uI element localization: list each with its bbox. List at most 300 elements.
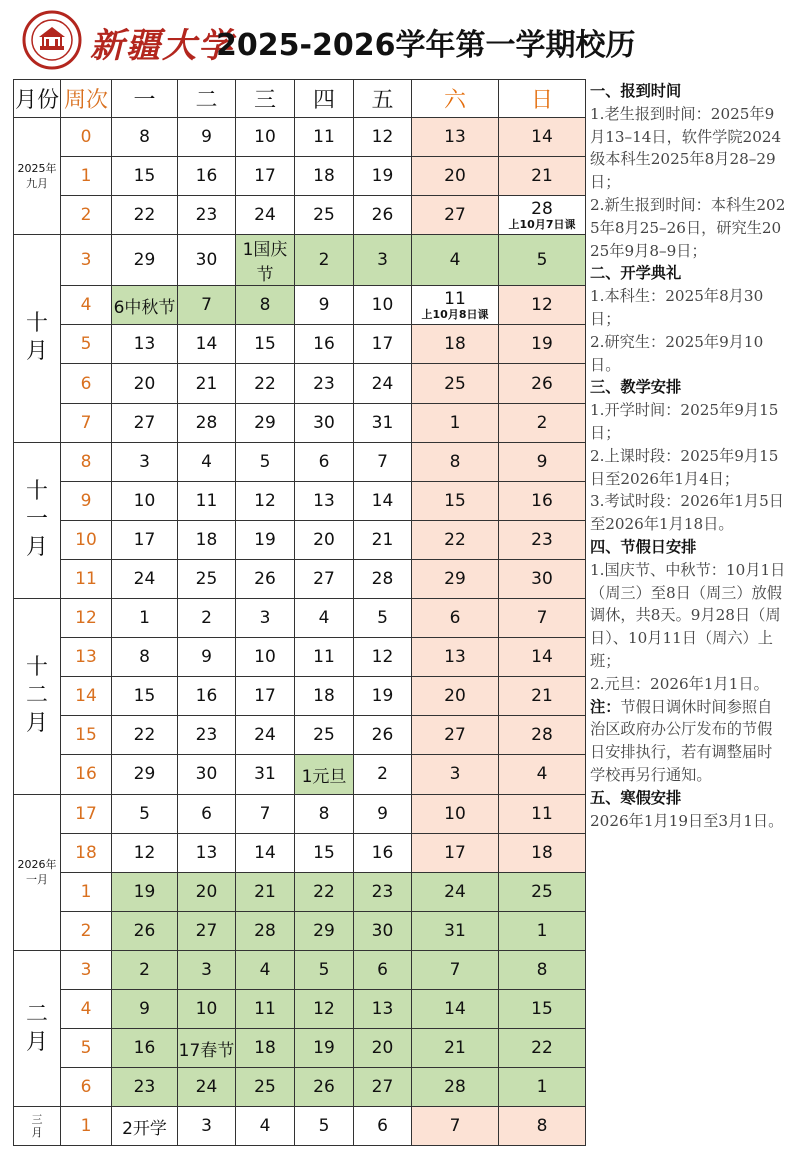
day-cell xyxy=(412,950,499,989)
day-cell xyxy=(499,1068,586,1107)
section-paragraph: 1.老生报到时间：2025年9月13–14日，软件学院2024级本科生2025年8月28–29日； xyxy=(590,104,782,192)
day-cell xyxy=(112,118,178,157)
day-number: 29 xyxy=(444,568,466,589)
week-row xyxy=(14,403,586,442)
day-number: 22 xyxy=(133,725,156,746)
day-cell xyxy=(499,989,586,1028)
month-label: 2026年 一月 xyxy=(14,794,61,950)
day-number: 25 xyxy=(444,373,466,394)
day-number: 18 xyxy=(531,842,553,863)
day-number: 30 xyxy=(195,764,218,785)
day-number: 12 xyxy=(371,127,394,148)
day-number: 14 xyxy=(531,647,553,668)
week-row xyxy=(14,989,586,1028)
day-cell xyxy=(178,325,236,364)
day-cell xyxy=(295,364,354,403)
makeup-class-note: 上10月7日课 xyxy=(508,218,576,232)
day-cell xyxy=(236,794,295,833)
day-cell xyxy=(112,638,178,677)
day-cell xyxy=(354,157,412,196)
day-number: 14 xyxy=(444,999,466,1020)
week-number: 9 xyxy=(61,481,112,520)
day-number: 13 xyxy=(371,999,394,1020)
day-number: 31 xyxy=(444,920,466,941)
day-cell xyxy=(354,1068,412,1107)
week-number: 12 xyxy=(61,599,112,638)
header-wed: 三 xyxy=(236,80,295,118)
day-cell xyxy=(499,235,586,286)
day-cell xyxy=(112,403,178,442)
day-number: 18 xyxy=(444,334,466,355)
day-number: 5 xyxy=(318,1116,330,1137)
day-cell xyxy=(236,325,295,364)
day-cell xyxy=(236,950,295,989)
day-number: 9 xyxy=(377,803,388,824)
day-cell xyxy=(354,481,412,520)
day-number: 9 xyxy=(536,451,548,472)
day-number: 8 xyxy=(139,647,150,668)
day-number: 17 xyxy=(254,686,276,707)
day-number: 6 xyxy=(377,1116,388,1137)
week-number: 15 xyxy=(61,716,112,755)
week-row xyxy=(14,196,586,235)
day-number: 29 xyxy=(254,412,276,433)
day-number: 1 xyxy=(139,608,150,629)
day-cell xyxy=(354,638,412,677)
day-cell xyxy=(295,1107,354,1146)
day-number: 24 xyxy=(133,568,156,589)
day-cell xyxy=(236,157,295,196)
day-number: 12 xyxy=(313,999,335,1020)
day-cell xyxy=(412,118,499,157)
day-number: 9 xyxy=(201,127,212,148)
day-number: 15 xyxy=(254,334,276,355)
day-number: 26 xyxy=(133,920,156,941)
day-cell xyxy=(236,118,295,157)
week-number: 18 xyxy=(61,833,112,872)
week-number: 11 xyxy=(61,559,112,598)
day-number: 11 xyxy=(531,803,553,824)
day-cell xyxy=(178,677,236,716)
day-number: 25 xyxy=(254,1077,276,1098)
week-number: 13 xyxy=(61,638,112,677)
day-number: 15 xyxy=(133,166,156,187)
week-row xyxy=(14,325,586,364)
section-paragraph: 2.新生报到时间：本科生2025年8月25–26日，研究生2025年9月8–9日； xyxy=(590,195,786,260)
day-cell xyxy=(236,599,295,638)
day-cell xyxy=(236,442,295,481)
day-cell xyxy=(499,911,586,950)
day-cell xyxy=(354,559,412,598)
day-cell xyxy=(295,1029,354,1068)
day-cell xyxy=(412,520,499,559)
day-number: 26 xyxy=(371,725,394,746)
day-cell xyxy=(412,794,499,833)
day-number: 7 xyxy=(536,608,548,629)
day-number: 28 xyxy=(531,199,553,220)
day-cell xyxy=(236,989,295,1028)
day-number: 26 xyxy=(313,1077,335,1098)
day-number: 6 xyxy=(201,803,212,824)
calendar-table xyxy=(13,79,586,1146)
week-number: 6 xyxy=(61,364,112,403)
day-cell xyxy=(412,196,499,235)
day-cell xyxy=(236,559,295,598)
day-number: 30 xyxy=(371,920,394,941)
week-row xyxy=(14,286,586,325)
day-cell xyxy=(412,1029,499,1068)
section-heading: 一、报到时间 xyxy=(590,82,682,100)
day-number: 17春节 xyxy=(178,1040,235,1061)
week-number: 5 xyxy=(61,1029,112,1068)
day-cell xyxy=(112,677,178,716)
day-number: 24 xyxy=(195,1077,218,1098)
day-number: 20 xyxy=(444,686,466,707)
day-number: 3 xyxy=(139,451,150,472)
day-cell xyxy=(178,638,236,677)
day-number: 15 xyxy=(133,686,156,707)
week-row xyxy=(14,794,586,833)
day-cell xyxy=(295,403,354,442)
week-number: 6 xyxy=(61,1068,112,1107)
day-number: 27 xyxy=(371,1077,394,1098)
day-number: 23 xyxy=(313,373,335,394)
day-cell xyxy=(354,442,412,481)
day-cell xyxy=(412,833,499,872)
day-cell xyxy=(412,638,499,677)
day-number: 6 xyxy=(449,608,461,629)
day-number: 12 xyxy=(371,647,394,668)
header-fri: 五 xyxy=(354,80,412,118)
day-cell xyxy=(412,325,499,364)
day-number: 6中秋节 xyxy=(113,297,176,318)
day-cell xyxy=(354,950,412,989)
day-cell xyxy=(499,481,586,520)
day-number: 17 xyxy=(254,166,276,187)
day-cell xyxy=(112,833,178,872)
day-cell xyxy=(295,481,354,520)
page-header xyxy=(0,0,800,78)
day-number: 8 xyxy=(449,451,461,472)
day-cell xyxy=(499,833,586,872)
day-number: 3 xyxy=(377,250,388,271)
day-cell xyxy=(295,442,354,481)
day-number: 18 xyxy=(313,686,335,707)
section-paragraph: 2.元旦：2026年1月1日。 xyxy=(590,674,769,693)
header-week: 周次 xyxy=(61,80,112,118)
week-row xyxy=(14,872,586,911)
day-cell xyxy=(112,872,178,911)
day-cell xyxy=(412,442,499,481)
day-number: 14 xyxy=(371,490,394,511)
day-number: 26 xyxy=(254,568,276,589)
day-number: 22 xyxy=(133,205,156,226)
day-cell xyxy=(112,1029,178,1068)
day-cell xyxy=(354,794,412,833)
day-number: 5 xyxy=(318,959,330,980)
day-number: 18 xyxy=(254,1038,276,1059)
day-cell xyxy=(412,1107,499,1146)
day-cell xyxy=(112,950,178,989)
day-number: 16 xyxy=(195,166,218,187)
day-cell xyxy=(178,911,236,950)
week-row xyxy=(14,157,586,196)
day-cell xyxy=(354,989,412,1028)
table-header-row xyxy=(14,80,586,118)
day-number: 15 xyxy=(444,490,466,511)
day-cell xyxy=(295,1068,354,1107)
day-number: 18 xyxy=(313,166,335,187)
day-cell xyxy=(178,364,236,403)
day-number: 20 xyxy=(133,373,156,394)
day-cell xyxy=(499,286,586,325)
day-number: 24 xyxy=(444,881,466,902)
day-number: 31 xyxy=(254,764,276,785)
day-cell xyxy=(354,403,412,442)
day-cell xyxy=(236,833,295,872)
day-number: 30 xyxy=(313,412,335,433)
day-number: 17 xyxy=(444,842,466,863)
section-paragraph: 2.上课时段：2025年9月15日至2026年1月4日； xyxy=(590,446,779,488)
day-cell xyxy=(236,403,295,442)
day-cell xyxy=(295,235,354,286)
day-number: 7 xyxy=(201,295,212,316)
day-number: 2 xyxy=(139,959,150,980)
day-cell xyxy=(412,989,499,1028)
day-number: 7 xyxy=(449,1116,461,1137)
day-cell xyxy=(295,794,354,833)
day-cell xyxy=(178,442,236,481)
day-number: 4 xyxy=(449,250,461,271)
day-number: 3 xyxy=(201,1116,212,1137)
day-number: 23 xyxy=(531,529,553,550)
day-cell xyxy=(236,1029,295,1068)
day-number: 18 xyxy=(195,529,218,550)
day-cell xyxy=(295,157,354,196)
day-number: 3 xyxy=(449,764,461,785)
day-number: 8 xyxy=(139,127,150,148)
day-cell xyxy=(112,989,178,1028)
day-cell xyxy=(236,638,295,677)
week-row xyxy=(14,235,586,286)
day-number: 11 xyxy=(444,289,466,310)
month-label: 2025年 九月 xyxy=(14,118,61,235)
day-cell xyxy=(412,716,499,755)
day-number: 9 xyxy=(201,647,212,668)
day-cell xyxy=(112,235,178,286)
day-cell xyxy=(236,1107,295,1146)
week-number: 10 xyxy=(61,520,112,559)
day-number: 1 xyxy=(536,1077,548,1098)
day-number: 2 xyxy=(318,250,330,271)
day-cell xyxy=(354,364,412,403)
day-cell xyxy=(112,196,178,235)
day-cell xyxy=(499,325,586,364)
day-number: 2 xyxy=(201,608,212,629)
day-number: 15 xyxy=(531,999,553,1020)
day-cell xyxy=(295,599,354,638)
day-number: 14 xyxy=(254,842,276,863)
day-cell xyxy=(178,1068,236,1107)
day-number: 23 xyxy=(195,205,218,226)
week-row xyxy=(14,364,586,403)
day-cell xyxy=(354,235,412,286)
day-number: 1 xyxy=(536,920,548,941)
day-cell xyxy=(295,989,354,1028)
section-heading: 四、节假日安排 xyxy=(590,537,697,556)
day-cell xyxy=(178,481,236,520)
week-number: 0 xyxy=(61,118,112,157)
week-number: 17 xyxy=(61,794,112,833)
day-cell xyxy=(112,559,178,598)
month-label: 十 月 xyxy=(14,235,61,442)
day-number: 1 xyxy=(449,412,461,433)
day-number: 8 xyxy=(318,803,330,824)
header-sun: 日 xyxy=(499,80,586,118)
note-text: 节假日调休时间参照自治区政府办公厅发布的节假日安排执行，若有调整届时学校再另行通知。 xyxy=(590,697,773,784)
day-cell xyxy=(499,1029,586,1068)
day-cell xyxy=(499,794,586,833)
day-number: 19 xyxy=(133,881,156,902)
day-cell xyxy=(178,559,236,598)
day-number: 5 xyxy=(259,451,271,472)
week-number: 1 xyxy=(61,157,112,196)
section-paragraph: 1.本科生：2025年8月30日； xyxy=(590,287,764,328)
day-cell xyxy=(112,520,178,559)
day-cell xyxy=(236,716,295,755)
day-number: 26 xyxy=(371,205,394,226)
makeup-class-note: 上10月8日课 xyxy=(421,308,489,322)
day-cell xyxy=(295,196,354,235)
day-number: 22 xyxy=(313,881,335,902)
note-paragraph xyxy=(590,696,786,787)
day-number: 19 xyxy=(531,334,553,355)
section-heading: 二、开学典礼 xyxy=(590,264,682,283)
week-number: 8 xyxy=(61,442,112,481)
week-number: 4 xyxy=(61,989,112,1028)
day-cell xyxy=(354,911,412,950)
day-number: 24 xyxy=(371,373,394,394)
day-cell xyxy=(295,638,354,677)
day-cell xyxy=(178,157,236,196)
day-number: 16 xyxy=(195,686,218,707)
week-number: 3 xyxy=(61,950,112,989)
day-cell xyxy=(499,196,586,235)
day-cell xyxy=(178,1029,236,1068)
day-cell xyxy=(112,599,178,638)
day-cell xyxy=(412,559,499,598)
day-number: 13 xyxy=(313,490,335,511)
day-number: 23 xyxy=(195,725,218,746)
day-number: 12 xyxy=(254,490,276,511)
day-number: 27 xyxy=(444,725,466,746)
day-number: 1元旦 xyxy=(301,766,347,787)
day-cell xyxy=(412,599,499,638)
day-cell xyxy=(178,403,236,442)
day-number: 27 xyxy=(195,920,218,941)
header-thu: 四 xyxy=(295,80,354,118)
day-number: 11 xyxy=(313,127,335,148)
day-number: 28 xyxy=(371,568,394,589)
week-number: 1 xyxy=(61,1107,112,1146)
day-cell xyxy=(295,755,354,794)
day-cell xyxy=(178,520,236,559)
calendar-body xyxy=(14,118,586,1146)
day-number: 16 xyxy=(133,1038,156,1059)
day-cell xyxy=(112,157,178,196)
section-paragraph: 2026年1月19日至3月1日。 xyxy=(590,811,784,830)
week-number: 3 xyxy=(61,235,112,286)
day-number: 29 xyxy=(133,250,156,271)
day-number: 22 xyxy=(531,1038,553,1059)
day-cell xyxy=(412,286,499,325)
day-number: 6 xyxy=(377,959,388,980)
day-cell xyxy=(354,833,412,872)
day-cell xyxy=(354,599,412,638)
day-cell xyxy=(178,196,236,235)
day-cell xyxy=(236,286,295,325)
day-cell xyxy=(412,364,499,403)
day-number: 13 xyxy=(444,647,466,668)
day-number: 13 xyxy=(444,127,466,148)
day-cell xyxy=(236,755,295,794)
day-number: 21 xyxy=(444,1038,466,1059)
week-number: 1 xyxy=(61,872,112,911)
day-number: 24 xyxy=(254,725,276,746)
university-seal-icon xyxy=(22,10,82,70)
day-cell xyxy=(499,638,586,677)
page-title: 2025-2026学年第一学期校历 xyxy=(216,28,636,63)
day-cell xyxy=(295,833,354,872)
week-number: 5 xyxy=(61,325,112,364)
day-number: 11 xyxy=(254,999,276,1020)
day-cell xyxy=(112,755,178,794)
week-row xyxy=(14,833,586,872)
day-number: 23 xyxy=(371,881,394,902)
day-cell xyxy=(295,325,354,364)
day-number: 8 xyxy=(259,295,271,316)
day-number: 13 xyxy=(195,842,218,863)
day-number: 23 xyxy=(133,1077,156,1098)
day-cell xyxy=(178,950,236,989)
week-row xyxy=(14,1029,586,1068)
header-mon: 一 xyxy=(112,80,178,118)
day-cell xyxy=(412,481,499,520)
day-number: 21 xyxy=(371,529,394,550)
day-number: 25 xyxy=(195,568,218,589)
day-number: 29 xyxy=(313,920,335,941)
week-number: 14 xyxy=(61,677,112,716)
month-label: 二 月 xyxy=(14,950,61,1106)
day-cell xyxy=(295,911,354,950)
day-cell xyxy=(295,716,354,755)
day-cell xyxy=(412,403,499,442)
day-cell xyxy=(354,325,412,364)
day-number: 10 xyxy=(254,647,276,668)
day-number: 20 xyxy=(371,1038,394,1059)
day-number: 4 xyxy=(318,608,330,629)
day-cell xyxy=(354,286,412,325)
month-label: 三 月 xyxy=(14,1107,61,1146)
day-number: 6 xyxy=(318,451,330,472)
notes-panel xyxy=(590,80,786,832)
day-number: 21 xyxy=(254,881,276,902)
day-cell xyxy=(178,872,236,911)
day-number: 19 xyxy=(371,686,394,707)
section-heading: 三、教学安排 xyxy=(590,378,682,397)
day-cell xyxy=(499,872,586,911)
day-cell xyxy=(236,520,295,559)
